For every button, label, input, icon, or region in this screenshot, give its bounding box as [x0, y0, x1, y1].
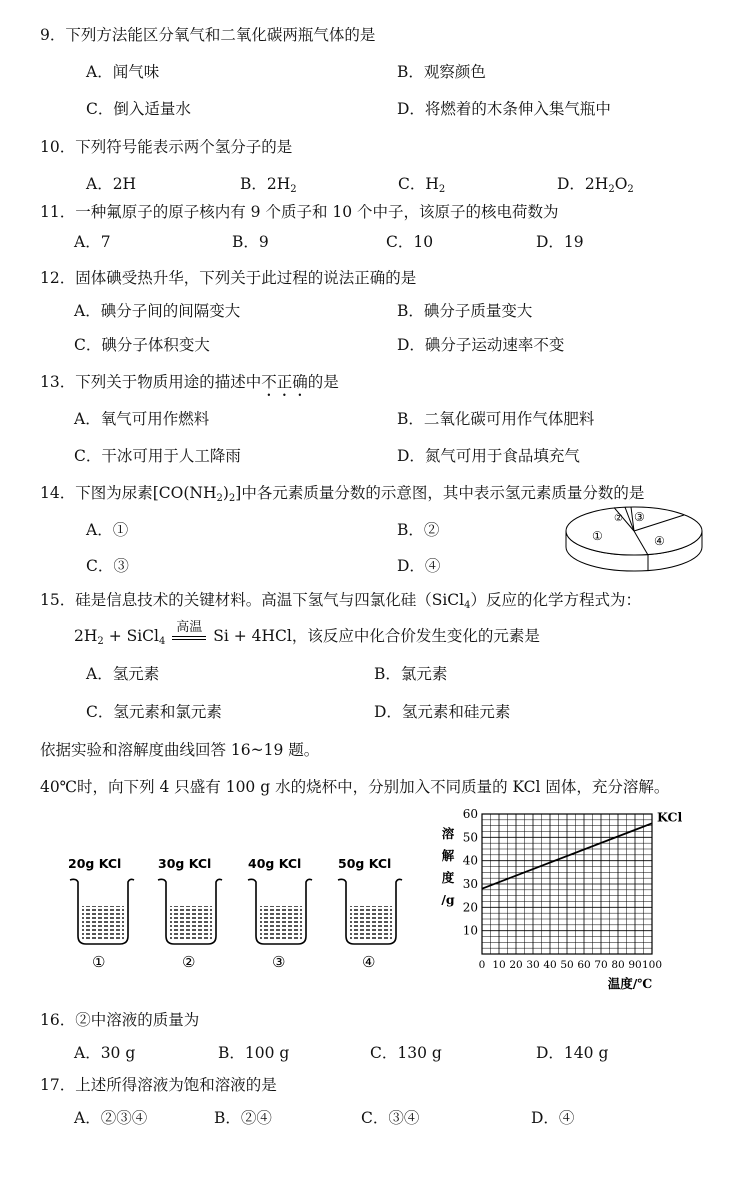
q10-option-a: A．2H [86, 175, 137, 193]
beaker-3 [248, 856, 312, 971]
beaker-2-number: ② [182, 953, 196, 971]
y-tick-label: 40 [462, 853, 478, 868]
beaker-3-label: 40g KCl [248, 856, 302, 871]
q15-option-a: A．氢元素 [86, 665, 160, 683]
q14-option-b: B．② [397, 521, 440, 539]
q16-option-d: D．140 g [536, 1044, 609, 1062]
q11-option-a: A．7 [74, 233, 111, 251]
q16-option-c: C．130 g [370, 1044, 442, 1062]
beaker-4-number: ④ [362, 953, 376, 971]
y-axis-label: 溶 [441, 826, 455, 841]
q17-option-c: C．③④ [361, 1109, 420, 1127]
reaction-condition: 高温 [176, 620, 203, 635]
q17-option-a: A．②③④ [74, 1109, 148, 1127]
x-tick-label: 10 [492, 959, 506, 971]
beaker-2 [158, 856, 222, 971]
x-tick-label: 0 [478, 959, 486, 971]
q9-stem: 9．下列方法能区分氧气和二氧化碳两瓶气体的是 [40, 26, 376, 44]
x-tick-label: 30 [526, 959, 540, 971]
beaker-1 [68, 856, 134, 971]
q11-option-d: D．19 [536, 233, 584, 251]
q11-option-c: C．10 [386, 233, 434, 251]
y-axis-label: 度 [441, 870, 455, 885]
beaker-1-label: 20g KCl [68, 856, 122, 871]
y-tick-label: 30 [462, 877, 478, 891]
q11-option-b: B．9 [232, 233, 269, 251]
x-tick-label: 90 [628, 959, 642, 971]
beaker-1-number: ① [92, 953, 106, 971]
q17-option-d: D．④ [531, 1109, 575, 1127]
urea-pie-diagram [562, 503, 706, 575]
y-tick-label: 50 [462, 830, 478, 845]
q9-option-d: D．将燃着的木条伸入集气瓶中 [397, 100, 611, 118]
y-tick-label: 60 [462, 807, 478, 821]
beaker-3-number: ③ [272, 953, 286, 971]
beakers-diagram [58, 852, 410, 974]
pie-label-3: ③ [634, 510, 645, 524]
q13-option-a: A．氧气可用作燃料 [74, 410, 210, 428]
q9-option-b: B．观察颜色 [397, 63, 486, 81]
x-tick-label: 50 [560, 959, 574, 971]
pie-label-2: ② [614, 513, 623, 524]
q13-option-d: D．氮气可用于食品填充气 [397, 447, 580, 465]
solubility-chart [430, 800, 715, 995]
q13-option-b: B．二氧化碳可用作气体肥料 [397, 410, 595, 428]
beaker-4-label: 50g KCl [338, 856, 392, 871]
q9-option-c: C．倒入适量水 [86, 100, 191, 118]
q16-option-a: A．30 g [74, 1044, 136, 1062]
x-tick-label: 40 [543, 959, 557, 971]
q12-option-d: D．碘分子运动速率不变 [397, 336, 565, 354]
q13-option-c: C．干冰可用于人工降雨 [74, 447, 241, 465]
q15-option-c: C．氢元素和氯元素 [86, 703, 222, 721]
pie-label-4: ④ [654, 534, 665, 548]
q10-option-c: C．$H_2$ [398, 175, 446, 195]
series-label: KCl [657, 809, 683, 825]
q16-option-b: B．100 g [218, 1044, 290, 1062]
x-axis-label: 温度/℃ [607, 976, 653, 991]
q12-option-a: A．碘分子间的间隔变大 [74, 302, 241, 320]
q12-option-c: C．碘分子体积变大 [74, 336, 210, 354]
q11-stem: 11．一种氟原子的原子核内有 9 个质子和 10 个中子，该原子的核电荷数为 [40, 203, 559, 221]
beaker-2-label: 30g KCl [158, 856, 212, 871]
x-tick-label: 60 [577, 959, 591, 971]
q14-stem: 14．下图为尿素$[CO(NH_2)_2]$中各元素质量分数的示意图，其中表示氢元素质量分数的是 [40, 484, 645, 504]
q15-option-b: B．氯元素 [374, 665, 448, 683]
q13-stem: 13．下列关于物质用途的描述中不正确的是 [40, 373, 339, 391]
q17-option-b: B．②④ [214, 1109, 272, 1127]
q10-stem: 10．下列符号能表示两个氢分子的是 [40, 138, 293, 156]
q12-stem: 12．固体碘受热升华，下列关于此过程的说法正确的是 [40, 269, 417, 287]
beaker-4 [338, 856, 402, 971]
x-tick-label: 20 [509, 959, 523, 971]
q9-option-a: A．闻气味 [86, 63, 160, 81]
experiment-description: 40℃时，向下列 4 只盛有 100 g 水的烧杯中，分别加入不同质量的 KCl 固体，充分溶解。 [40, 778, 670, 796]
section-intro: 依据实验和溶解度曲线回答 16~19 题。 [40, 741, 320, 759]
q14-option-a: A．① [86, 521, 129, 539]
y-axis-label: /g [441, 892, 455, 907]
pie-label-1: ① [592, 529, 603, 543]
y-tick-label: 20 [462, 900, 478, 915]
q15-stem: 15．硅是信息技术的关键材料。高温下氢气与四氯化硅（SiCl$_4$）反应的化学方程式为： [40, 591, 642, 611]
x-tick-label: 80 [611, 959, 625, 971]
q12-option-b: B．碘分子质量变大 [397, 302, 533, 320]
q16-stem: 16．②中溶液的质量为 [40, 1011, 200, 1029]
y-axis-label: 解 [441, 848, 455, 863]
y-tick-label: 10 [462, 923, 478, 938]
q17-stem: 17．上述所得溶液为饱和溶液的是 [40, 1076, 277, 1094]
q14-option-d: D．④ [397, 557, 441, 575]
x-tick-label: 100 [641, 959, 663, 971]
q10-option-d: D．$2H_2O_2$ [557, 175, 634, 195]
q15-option-d: D．氢元素和硅元素 [374, 703, 511, 721]
q10-option-b: B．$2H_2$ [240, 175, 297, 195]
q15-equation: $2H_2$ + SiCl$_4$ 高温 Si + 4HCl，该反应中化合价发生变化的元素是 [74, 620, 540, 647]
x-tick-label: 70 [594, 959, 608, 971]
q14-option-c: C．③ [86, 557, 129, 575]
